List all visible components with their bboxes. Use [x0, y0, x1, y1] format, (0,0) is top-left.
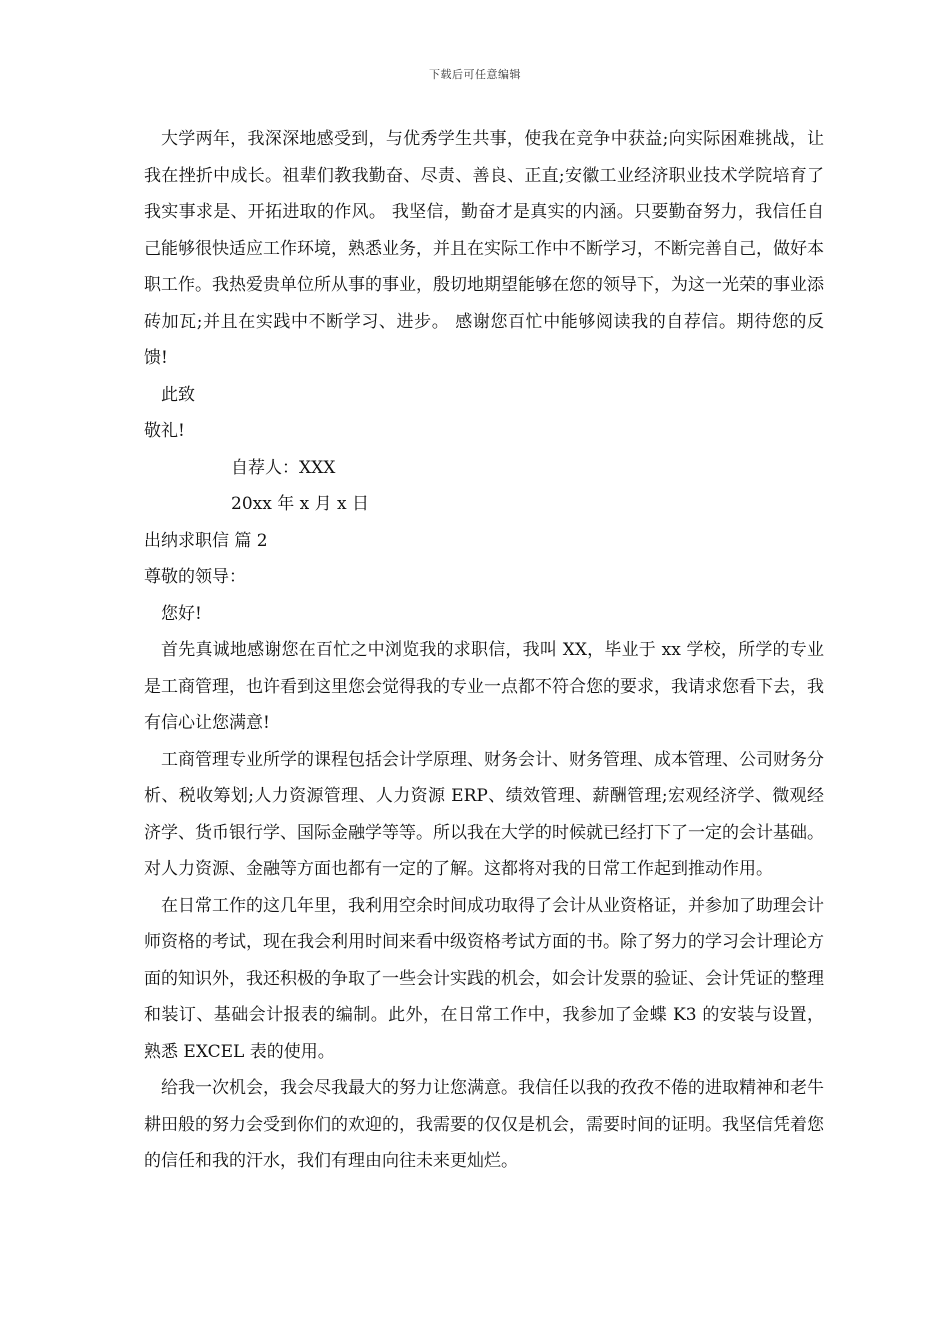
letter1-date: 20xx 年 x 月 x 日	[231, 494, 370, 514]
letter2-salutation: 尊敬的领导：	[144, 567, 246, 587]
letter2-paragraph-3: 在日常工作的这几年里，我利用空余时间成功取得了会计从业资格证，并参加了助理会计师资格的考试，现在我会利用时间来看中级资格考试方面的书。除了努力的学习会计理论方面的知识外，我还积极的争取了一些会计实践的机会，如会计发票的验证、会计凭证的整理和装订、基础会计报表的编制。此外，在日常工作中，我参加了金蝶 K3 的安装与设置，熟悉 EXCEL 表的使用。	[144, 895, 824, 1062]
letter2-greeting: 您好!	[161, 603, 202, 624]
letter2-paragraph-2: 工商管理专业所学的课程包括会计学原理、财务会计、财务管理、成本管理、公司财务分析、税收筹划;人力资源管理、人力资源 ERP、绩效管理、薪酬管理;宏观经济学、微观经济学、货币银行学、国际金融学等等。所以我在大学的时候就已经打下了一定的会计基础。对人力资源、金融等方面也都有一定的了解。这都将对我的日常工作起到推动作用。	[144, 749, 824, 879]
letter2-title: 出纳求职信 篇 2	[144, 530, 268, 551]
letter1-signer: 自荐人：XXX	[231, 457, 336, 478]
letter1-closing-cizhi: 此致	[161, 384, 195, 405]
letter1-body-paragraph: 大学两年，我深深地感受到，与优秀学生共事，使我在竞争中获益;向实际困难挑战，让我在挫折中成长。祖辈们教我勤奋、尽责、善良、正直;安徽工业经济职业技术学院培育了我实事求是、开拓进取的作风。 我坚信，勤奋才是真实的内涵。只要勤奋努力，我信任自己能够很快适应工作环境，熟悉业务，并且在实际工作中不断学习，不断完善自己，做好本职工作。我热爱贵单位所从事的事业，殷切地期望能够在您的领导下，为这一光荣的事业添砖加瓦;并且在实践中不断学习、进步。 感谢您百忙中能够阅读我的自荐信。期待您的反馈!	[144, 129, 824, 368]
letter2-paragraph-4: 给我一次机会，我会尽我最大的努力让您满意。我信任以我的孜孜不倦的进取精神和老牛耕田般的努力会受到你们的欢迎的，我需要的仅仅是机会，需要时间的证明。我坚信凭着您的信任和我的汗水，我们有理由向往未来更灿烂。	[144, 1078, 824, 1171]
page-header-note: 下载后可任意编辑	[429, 68, 521, 81]
letter1-closing-jingli: 敬礼!	[144, 421, 185, 441]
letter2-paragraph-1: 首先真诚地感谢您在百忙之中浏览我的求职信，我叫 XX，毕业于 xx 学校，所学的专业是工商管理，也许看到这里您会觉得我的专业一点都不符合您的要求，我请求您看下去，我有信心让您满意!	[144, 640, 824, 733]
document-body	[144, 121, 824, 1180]
